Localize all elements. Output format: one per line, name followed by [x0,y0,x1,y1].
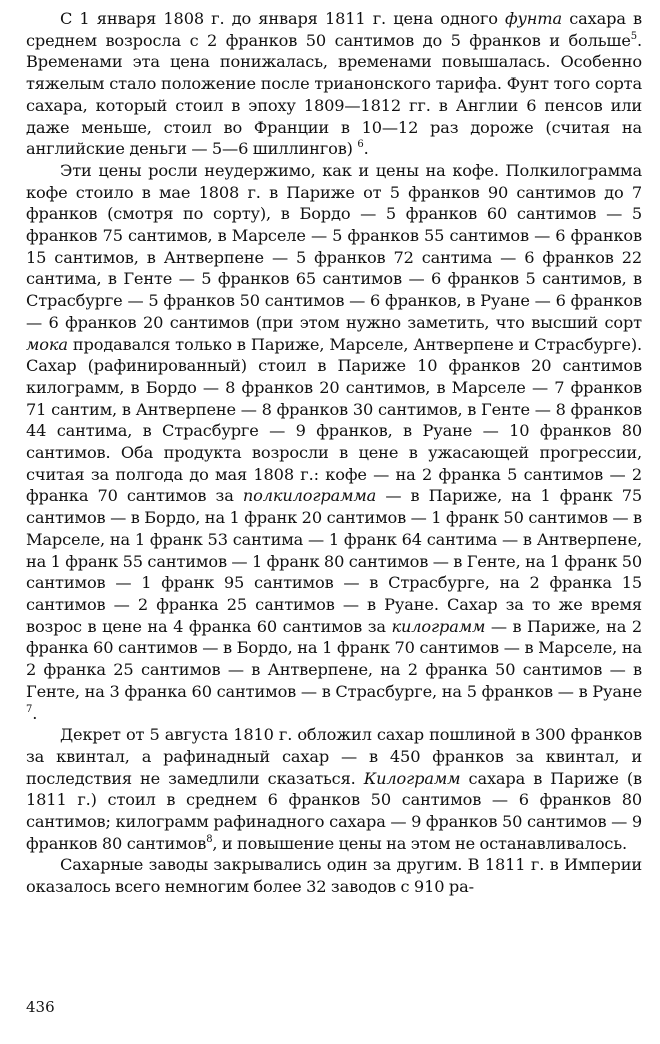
footnote-marker: 7 [26,703,33,715]
text-fragment: сахара в Париже (в 1811 г.) стоил в среднем 6 франков 50 сантимов — 6 франков 80 сантимов; килограмм рафинадного сахара — 9 франков 50 сантимов — 9 франков 80 сантимов [26,768,642,853]
text-fragment: . [363,139,369,159]
emphasized-text: полкилограмма [242,486,377,506]
paragraph-1 [26,8,642,160]
text-fragment: Эти цены росли неудержимо, как и цены на кофе. Полкилограмма кофе стоило в мае 1808 г. в Париже от 5 франков 90 сантимов до 7 франков (смотря по сорту), в Бордо — 5 франков 60 сантимов — 5 франков 75 сантимов, в Марселе — 5 франков 55 сантимов — 6 франков 15 сантимов, в Антверпене — 5 франков 72 сантима — 6 франков 22 сантима, в Генте — 5 франков 65 сантимов — 6 франков 5 сантимов, в Страсбурге — 5 франков 50 сантимов — 6 франков, в Руане — 6 франков — 6 франков 20 сантимов (при этом нужно заметить, что высший сорт [26,160,642,332]
text-fragment: — в Париже, на 2 франка 60 сантимов — в Бордо, на 1 франк 70 сантимов — в Марселе, на 2 франка 25 сантимов — в Антверпене, на 2 франка 50 сантимов — в Генте, на 3 франка 60 сантимов — в Страсбурге, на 5 франков — в Руане [26,616,642,701]
text-fragment: , и повышение цены на этом не останавливалось. [212,833,627,853]
text-fragment: Сахарные заводы закрывались один за другим. В 1811 г. в Империи оказалось всего немногим более 32 заводов с 910 ра- [26,855,642,897]
paragraph-4 [26,854,642,897]
text-fragment: . [32,703,38,723]
emphasized-text: Килограмм [363,768,461,788]
text-fragment: сахара в среднем возросла с 2 франков 50 сантимов до 5 франков и больше [26,9,642,50]
paragraph-3 [26,724,642,854]
emphasized-text: килограмм [391,616,486,636]
footnote-marker: 5 [630,30,637,42]
document-page [26,8,642,898]
text-fragment: С 1 января 1808 г. до января 1811 г. цена одного [60,9,506,28]
text-fragment: Декрет от 5 августа 1810 г. обложил сахар пошлиной в 300 франков за квинтал, а рафинадный сахар — в 450 франков за квинтал, и последствия не замедлили сказаться. [26,725,642,788]
page-number: 436 [26,998,55,1016]
text-fragment: продавался только в Париже, Марселе, Антверпене и Страсбурге). Сахар (рафинированный) стоил в Париже 10 франков 20 сантимов килограмм, в Бордо — 8 франков 20 сантимов, в Марселе — 7 франков 71 сантим, в Антверпене — 8 франков 30 сантимов, в Генте — 8 франков 44 сантима, в Страсбурге — 9 франков, в Руане — 10 франков 80 сантимов. Оба продукта возросли в цене в ужасающей прогрессии, считая за полгода до мая 1808 г.: кофе — на 2 франка 5 сантимов — 2 франка 70 сантимов за [26,334,642,506]
text-fragment: — в Париже, на 1 франк 75 сантимов — в Бордо, на 1 франк 20 сантимов — 1 франк 50 сантимов — в Марселе, на 1 франк 53 сантима — 1 франк 64 сантима — в Антверпене, на 1 франк 55 сантимов — 1 франк 80 сантимов — в Генте, на 1 франк 50 сантимов — 1 франк 95 сантимов — в Страсбурге, на 2 франка 15 сантимов — 2 франка 25 сантимов — в Руане. Сахар за то же время возрос в цене на 4 франка 60 сантимов за [26,486,642,636]
text-fragment: . Временами эта цена понижалась, временами повышалась. Особенно тяжелым стало положение после трианонского тарифа. Фунт того сорта сахара, который стоил в эпоху 1809—1812 гг. в Англии 6 пенсов или даже меньше, стоил во Франции в 10—12 раз дороже (считая на английские деньги — 5—6 шиллингов) [26,30,642,159]
footnote-marker: 8 [206,833,213,845]
emphasized-text: мока [26,334,68,354]
footnote-marker: 6 [357,139,364,151]
emphasized-text: фунта [505,9,563,28]
paragraph-2 [26,160,642,724]
